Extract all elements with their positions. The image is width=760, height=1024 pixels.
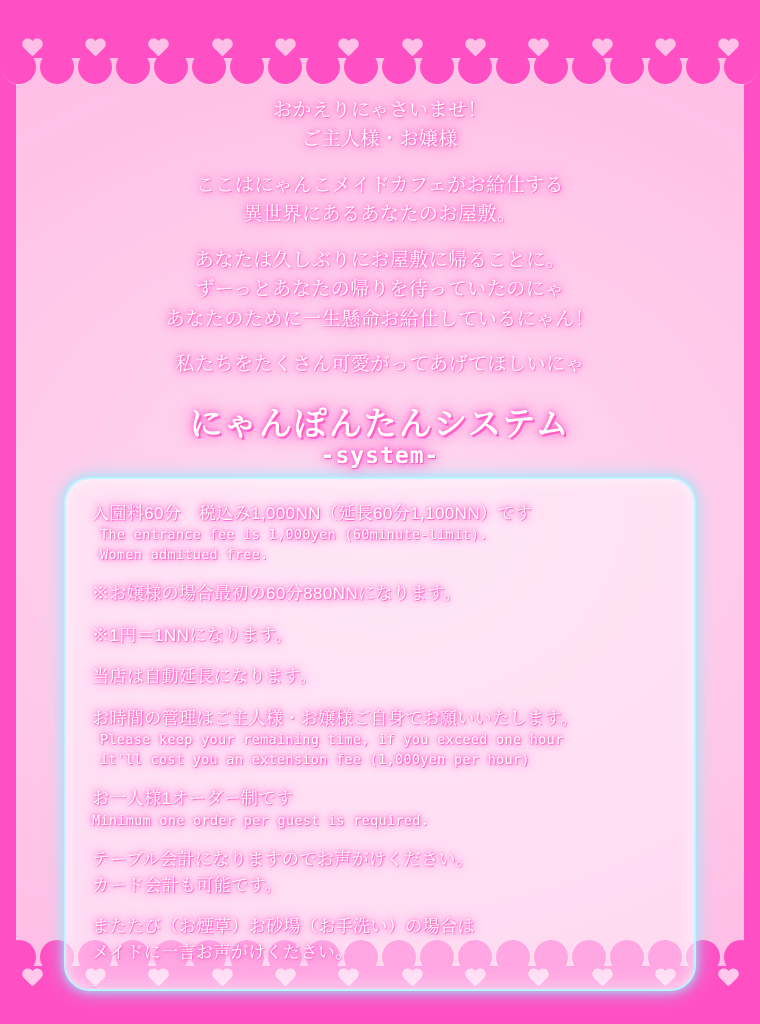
rule-text-jp: 当店は自動延長になります。 bbox=[92, 667, 317, 687]
scallop-dot bbox=[458, 50, 492, 84]
rule-text-jp: ※お嬢様の場合最初の60分880NNになります。 bbox=[92, 584, 462, 604]
intro-line: あなたは久しぶりにお屋敷に帰ることに。 bbox=[194, 249, 566, 271]
frame-right-bar bbox=[744, 0, 760, 1024]
system-rule-item bbox=[92, 786, 668, 831]
intro-line: ご主人様・お嬢様 bbox=[301, 129, 458, 151]
scallop-dot bbox=[686, 50, 720, 84]
scallop-dot bbox=[40, 50, 74, 84]
intro-line: おかえりにゃさいませ！ bbox=[272, 100, 488, 121]
scallop-dot bbox=[2, 50, 36, 84]
scallop-dot bbox=[382, 50, 416, 84]
scallop-dot bbox=[496, 50, 530, 84]
rule-text-en: it'll cost you an extension fee (1,000yen per hour) bbox=[100, 751, 530, 768]
intro-paragraph bbox=[22, 96, 738, 155]
intro-text bbox=[22, 96, 738, 380]
scallop-dot bbox=[534, 50, 568, 84]
rule-text-en: Women admitued free. bbox=[100, 546, 269, 563]
frame-left-bar bbox=[0, 0, 16, 1024]
scallop-dot bbox=[116, 50, 150, 84]
system-rule-item bbox=[92, 623, 668, 649]
scallop-dot bbox=[154, 50, 188, 84]
intro-paragraph bbox=[22, 246, 738, 334]
system-subtitle: -system- bbox=[320, 442, 440, 469]
intro-paragraph bbox=[22, 171, 738, 230]
rule-text-jp: お時間の管理はご主人様・お嬢様ご自身でお願いいたします。 bbox=[92, 708, 578, 728]
system-heading bbox=[22, 398, 738, 469]
rule-text-jp: お一人様1オーダー制です bbox=[92, 789, 294, 809]
scallop-dot bbox=[192, 50, 226, 84]
rule-text-en: Please keep your remaining time, if you exceed one hour bbox=[100, 732, 564, 749]
system-rule-item bbox=[92, 914, 668, 965]
rule-text-jp: またたび（お煙草）お砂場（お手洗い）の場合は bbox=[92, 917, 475, 937]
rule-text-en: The entrance fee is 1,000yen (60minute-limit). bbox=[100, 527, 488, 543]
rule-text-en: Minimum one order per guest is required. bbox=[92, 812, 430, 829]
scallop-dot bbox=[306, 50, 340, 84]
scallop-dot bbox=[78, 50, 112, 84]
intro-paragraph bbox=[22, 350, 738, 379]
intro-line: あなたのために一生懸命お給仕しているにゃん！ bbox=[165, 308, 595, 330]
system-rule-item bbox=[92, 847, 668, 898]
scallop-dot bbox=[420, 50, 454, 84]
rule-text-jp: 入園料60分 税込み1,000NN（延長60分1,100NN）です bbox=[92, 503, 533, 523]
rule-text-jp: メイドに一言お声がけください。 bbox=[92, 942, 353, 962]
scallop-dot bbox=[724, 50, 758, 84]
content-area bbox=[22, 96, 738, 991]
rule-text-jp: テーブル会計になりますのでお声がけください。 bbox=[92, 850, 474, 870]
scallop-dot bbox=[648, 50, 682, 84]
system-panel bbox=[64, 477, 696, 992]
rule-text-jp: カード会計も可能です。 bbox=[92, 875, 283, 895]
scallop-dot bbox=[572, 50, 606, 84]
system-rule-item bbox=[92, 706, 668, 771]
intro-line: ずーっとあなたの帰りを待っていたのにゃ bbox=[195, 279, 565, 301]
intro-line: ここはにゃんこメイドカフェがお給仕する bbox=[195, 174, 565, 196]
scallop-dot bbox=[344, 50, 378, 84]
rule-text-jp: ※1円＝1NNになります。 bbox=[92, 625, 293, 645]
scallop-dot bbox=[268, 50, 302, 84]
scallop-dot bbox=[230, 50, 264, 84]
intro-line: 異世界にあるあなたのお屋敷。 bbox=[243, 204, 517, 226]
intro-line: 私たちをたくさん可愛がってあげてほしいにゃ bbox=[175, 354, 585, 376]
system-rule-item bbox=[92, 581, 668, 607]
scallop-edge-top bbox=[0, 50, 760, 84]
scallop-dot bbox=[610, 50, 644, 84]
system-rule-item bbox=[92, 664, 668, 690]
system-title: にゃんぽんたんシステム bbox=[189, 404, 571, 442]
system-rule-item bbox=[92, 501, 668, 566]
